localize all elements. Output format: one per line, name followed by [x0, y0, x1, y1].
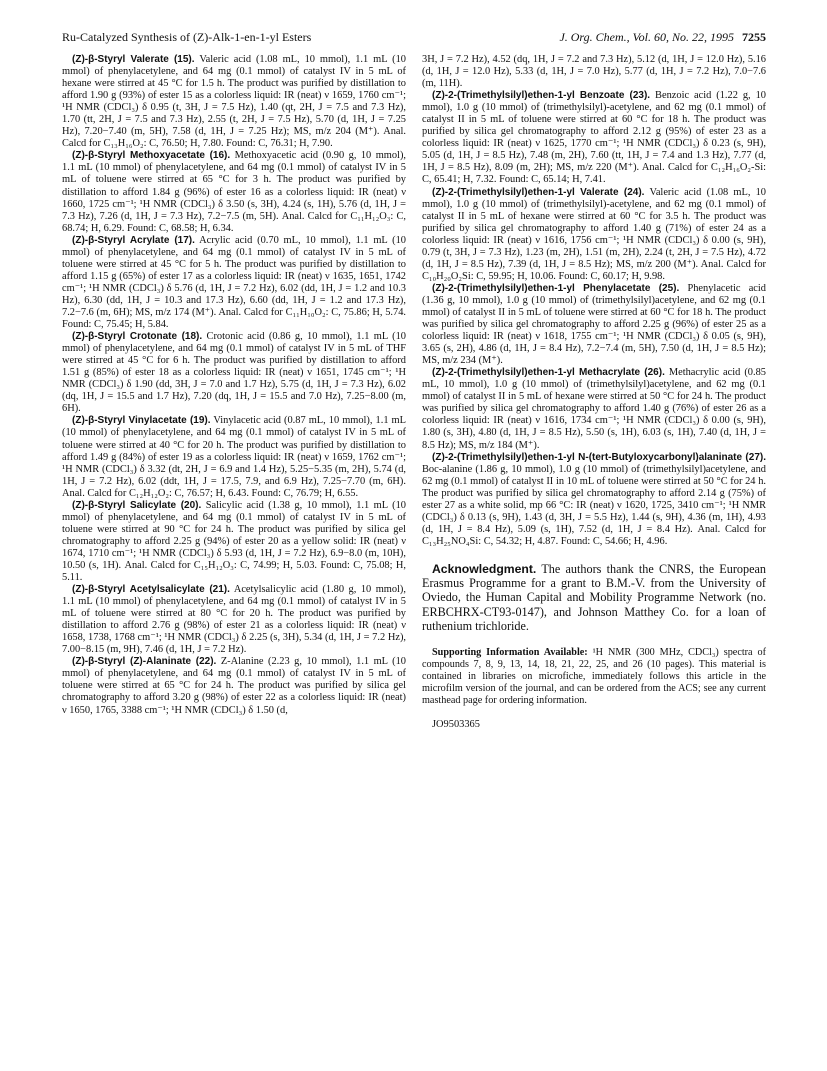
experimental-entry — [62, 235, 406, 331]
compound-title: (Z)-2-(Trimethylsilyl)ethen-1-yl Methacrylate (26). — [432, 367, 665, 379]
left-column — [62, 54, 406, 717]
compound-title: (Z)-2-(Trimethylsilyl)ethen-1-yl Valerate (24). — [432, 186, 645, 198]
compound-title: (Z)-β-Styryl Valerate (15). — [72, 54, 195, 65]
entry-text: Phenylacetic acid (1.36 g, 10 mmol), 1.0 g (10 mmol) of (trimethylsilyl)acetylene, and 62 mg (0.1 mmol) of catalyst II in 5 mL of toluene were stirred at 60 °C for 18 h. The product was purified by silica gel chromatography to afford 2.25 g (96%) of ester 25 as a colorless liquid: IR (neat) ν 1618, 1755 cm⁻¹; ¹H NMR (CDCl₃) δ 0.05 (s, 9H), 3.65 (s, 2H), 4.86 (d, 1H, J = 8.4 Hz), 7.2−7.4 (m, 5H), 7.50 (d, 1H, J = 8.5 Hz); MS, m/z 234 (M⁺). — [422, 282, 766, 367]
experimental-entry — [62, 500, 406, 584]
running-header — [62, 30, 766, 46]
experimental-entry — [62, 656, 406, 716]
supporting-information-title: Supporting Information Available: — [432, 646, 588, 658]
entry-text: Acetylsalicylic acid (1.80 g, 10 mmol), 1.1 mL (10 mmol) of phenylacetylene, and 64 mg (0.1 mmol) of catalyst IV in 5 mL of toluene were stirred at 80 °C for 20 h. The product was purified by distillation to afford 2.76 g (98%) of ester 21 as a colorless liquid: IR (neat) ν 1658, 1738, 1768 cm⁻¹; ¹H NMR (CDCl₃) δ 2.25 (s, 3H), 5.34 (d, 1H, J = 7.2 Hz), 7.00−8.15 (m, 9H), 7.46 (d, 1H, J = 7.2 Hz). — [62, 584, 406, 656]
compound-title: (Z)-β-Styryl Vinylacetate (19). — [72, 415, 211, 427]
entry-text: Methacrylic acid (0.85 mL, 10 mmol), 1.0 g (10 mmol) of (trimethylsilyl)acetylene, and 62 mg (0.1 mmol) of catalyst II in 5 mL of hexane were stirred at 50 °C for 24 h. The product was purified by silica gel chromatography to afford 1.40 g (76%) of ester 26 as a colorless liquid: IR (neat) ν 1616, 1734 cm⁻¹; ¹H NMR (CDCl₃) δ 0.00 (s, 9H), 1.80 (s, 3H), 4.80 (d, 1H, J = 8.5 Hz), 5.50 (s, 1H), 6.03 (s, 1H), 7.40 (d, 1H, J = 8.5 Hz); MS, m/z 184 (M⁺). — [422, 367, 766, 451]
experimental-entry — [62, 150, 406, 234]
compound-title: (Z)-2-(Trimethylsilyl)ethen-1-yl N-(tert-Butyloxycarbonyl)alaninate (27). — [432, 451, 766, 463]
compound-title: (Z)-β-Styryl Acetylsalicylate (21). — [72, 584, 230, 596]
compound-title: (Z)-β-Styryl Salicylate (20). — [72, 499, 202, 511]
entry-text: 3H, J = 7.2 Hz), 4.52 (dq, 1H, J = 7.2 and 7.3 Hz), 5.12 (d, 1H, J = 12.0 Hz), 5.16 (d, 1H, J = 12.0 Hz), 5.33 (d, 1H, J = 7.0 Hz), 5.77 (d, 1H, J = 7.2 Hz), 7.0−7.6 (m, 11H). — [422, 54, 766, 90]
experimental-entry — [422, 54, 766, 90]
experimental-entry — [62, 415, 406, 499]
supporting-information — [422, 647, 766, 707]
experimental-entry — [62, 331, 406, 415]
entry-text: Boc-alanine (1.86 g, 10 mmol), 1.0 g (10 mmol) of (trimethylsilyl)acetylene, and 62 mg (0.1 mmol) of catalyst II in 10 mL of toluene were stirred at 50 °C for 24 h. The product was purified by silica gel chromatography to afford 2.14 g (75%) of ester 27 as a white solid, mp 66 °C: IR (neat) ν 1620, 1725, 3410 cm⁻¹; ¹H NMR (CDCl₃) δ 0.13 (s, 9H), 1.43 (d, 3H, J = 5.5 Hz), 1.44 (s, 9H), 4.36 (m, 1H), 4.93 (d, 1H, J = 8.4 Hz), 5.09 (s, 1H), 7.52 (d, 1H, J = 8.4 Hz). Anal. Calcd for C₁₃H₂₅NO₄Si: C, 54.32; H, 4.87. Found: C, 54.66; H, 4.96. — [422, 463, 766, 547]
acknowledgment-text: The authors thank the CNRS, the European Erasmus Programme for a grant to B.M.-V. from the University of Oviedo, the Human Capital and Mobility Programme Network (no. ERBCHRX-CT93-0147), and Johnson Matthey Co. for a loan of ruthenium trichloride. — [422, 561, 766, 633]
manuscript-code: JO9503365 — [432, 719, 480, 731]
entry-text: Acrylic acid (0.70 mL, 10 mmol), 1.1 mL (10 mmol) of phenylacetylene, and 64 mg (0.1 mmol) of catalyst IV in 5 mL of toluene were stirred at 45 °C for 5 h. The product was purified by distillation to afford 1.15 g (65%) of ester 17 as a colorless liquid: IR (neat) ν 1635, 1651, 1742 cm⁻¹; ¹H NMR (CDCl₃) δ 5.76 (d, 1H, J = 7.2 Hz), 6.02 (dd, 1H, J = 1.2 and 10.3 Hz), 6.30 (dd, 1H, J = 10.3 and 17.3 Hz), 6.60 (dd, 1H, J = 1.2 and 17.3 Hz), 7.2−7.6 (m, 6H); MS, m/z 174 (M⁺). Anal. Calcd for C₁₁H₁₀O₂: C, 75.86; H, 5.74. Found: C, 75.45; H, 5.84. — [62, 234, 407, 331]
journal-name: J. Org. Chem., Vol. 60, No. 22, 1995 — [559, 30, 734, 44]
page-number: 7255 — [742, 30, 766, 44]
experimental-entry — [422, 187, 766, 283]
compound-title: (Z)-2-(Trimethylsilyl)ethen-1-yl Phenylacetate (25). — [432, 282, 680, 294]
right-column-entries — [422, 54, 766, 548]
experimental-entry — [422, 367, 766, 451]
entry-text: Z-Alanine (2.23 g, 10 mmol), 1.1 mL (10 mmol) of phenylacetylene, and 64 mg (0.1 mmol) of catalyst IV in 5 mL of toluene were stirred at 65 °C for 24 h. The product was purified by silica gel chromatography to afford 3.20 g (98%) of ester 22 as a colorless liquid: IR (neat) ν 1650, 1765, 3388 cm⁻¹; ¹H NMR (CDCl₃) δ 1.50 (d, — [62, 656, 406, 716]
compound-title: (Z)-β-Styryl (Z)-Alaninate (22). — [72, 656, 217, 668]
right-column — [422, 54, 766, 742]
entry-text: Salicylic acid (1.38 g, 10 mmol), 1.1 mL (10 mmol) of phenylacetylene, and 64 mg (0.1 mmol) of catalyst IV in 5 mL of toluene were stirred at 90 °C for 24 h. The product was purified by silica gel chromatography to afford 2.25 g (94%) of ester 20 as a yellow solid: IR (neat) ν 1674, 1710 cm⁻¹; ¹H NMR (CDCl₃) δ 5.93 (d, 1H, J = 7.2 Hz), 6.9−8.0 (m, 10H), 10.50 (s, 1H). Anal. Calcd for C₁₅H₁₂O₃: C, 74.99; H, 5.03. Found: C, 75.08; H, 5.11. — [62, 499, 406, 584]
entry-text: Methoxyacetic acid (0.90 g, 10 mmol), 1.1 mL (10 mmol) of phenylacetylene, and 64 mg (0.1 mmol) of catalyst IV in 5 mL of toluene were stirred at 65 °C for 3 h. The product was purified by distillation to afford 1.84 g (96%) of ester 16 as a colorless liquid: IR (neat) ν 1660, 1725 cm⁻¹; ¹H NMR (CDCl₃) δ 3.50 (s, 3H), 4.24 (s, 1H), 5.76 (d, 1H, J = 7.3 Hz), 7.26 (d, 1H, J = 7.3 Hz), 7.2−7.5 (m, 5H). Anal. Calcd for C₁₁H₁₂O₃: C, 68.74; H, 6.29. Found: C, 68.58; H, 6.34. — [62, 150, 406, 234]
acknowledgment-title: Acknowledgment. — [432, 561, 537, 576]
experimental-entry — [422, 452, 766, 548]
entry-text: Vinylacetic acid (0.87 mL, 10 mmol), 1.1 mL (10 mmol) of phenylacetylene, and 64 mg (0.1 mmol) of catalyst IV in 5 mL of toluene were stirred at 40 °C for 20 h. The product was purified by distillation to afford 1.49 g (84%) of ester 19 as a colorless liquid: IR (neat) ν 1659, 1762 cm⁻¹; ¹H NMR (CDCl₃) δ 3.32 (dt, 2H, J = 6.9 and 1.4 Hz), 5.25−5.35 (m, 2H), 5.74 (d, 1H, J = 7.2 Hz), 6.02 (ddt, 1H, J = 17.5, 7.9, and 6.9 Hz), 7.25−7.70 (m, 6H). Anal. Calcd for C₁₂H₁₂O₂: C, 76.57; H, 6.43. Found: C, 76.79; H, 6.55. — [62, 415, 406, 499]
entry-text: Valeric acid (1.08 mL, 10 mmol), 1.0 g (10 mmol) of (trimethylsilyl)-acetylene, and 62 mg (0.1 mmol) of catalyst II in 5 mL of hexane were stirred at 60 °C for 3.5 h. The product was purified by silica gel chromatography to afford 1.40 g (71%) of ester 24 as a colorless liquid: IR (neat) ν 1616, 1756 cm⁻¹; ¹H NMR (CDCl₃) δ 0.00 (s, 9H), 0.79 (t, 3H, J = 7.3 Hz), 1.23 (m, 2H), 1.51 (m, 2H), 2.24 (t, 2H, J = 7.5 Hz), 4.72 (d, 1H, J = 8.5 Hz), 7.39 (d, 1H, J = 8.5 Hz); MS, m/z 200 (M⁺). Anal. Calcd for C₁₀H₂₀O₂Si: C, 59.95; H, 10.06. Found: C, 60.17; H, 9.98. — [422, 186, 767, 282]
compound-title: (Z)-β-Styryl Methoxyacetate (16). — [72, 150, 231, 162]
experimental-entry — [62, 584, 406, 656]
entry-text: Valeric acid (1.08 mL, 10 mmol), 1.1 mL (10 mmol) of phenylacetylene, and 64 mg (0.1 mmol) of catalyst IV in 5 mL of hexane were stirred at 45 °C for 1.5 h. The product was purified by distillation to afford 1.90 g (93%) of ester 15 as a colorless liquid: IR (neat) ν 1659, 1760 cm⁻¹; ¹H NMR (CDCl₃) δ 0.95 (t, 3H, J = 7.5 Hz), 1.40 (qt, 2H, J = 7.5 and 7.3 Hz), 1.70 (tt, 2H, J = 7.5 and 7.3 Hz), 2.55 (t, 2H, J = 7.5 Hz), 5.70 (d, 1H, J = 7.25 Hz), 7.20−7.40 (m, 5H), 7.58 (d, 1H, J = 7.25 Hz); MS, m/z 204 (M⁺). Anal. Calcd for C₁₃H₁₆O₂: C, 76.50; H, 7.80. Found: C, 76.31; H, 7.90. — [62, 54, 406, 150]
experimental-entry — [422, 283, 766, 367]
supporting-information-text: ¹H NMR (300 MHz, CDCl₃) spectra of compounds 7, 8, 9, 13, 14, 18, 21, 22, 25, and 26 (10 pages). This material is contained in libraries on microfiche, immediately follows this article in the microfilm version of the journal, and can be ordered from the ACS; see any current masthead page for ordering information. — [422, 646, 766, 707]
journal-citation — [559, 30, 766, 45]
compound-title: (Z)-β-Styryl Crotonate (18). — [72, 331, 203, 343]
compound-title: (Z)-β-Styryl Acrylate (17). — [72, 234, 195, 246]
experimental-entry — [422, 90, 766, 186]
running-title: Ru-Catalyzed Synthesis of (Z)-Alk-1-en-1-yl Esters — [62, 30, 312, 44]
entry-text: Benzoic acid (1.22 g, 10 mmol), 1.0 g (10 mmol) of (trimethylsilyl)-acetylene, and 62 mg (0.1 mmol) of catalyst II in 5 mL of toluene were stirred at 60 °C for 18 h. The product was purified by silica gel chromatography to afford 2.12 g (95%) of ester 23 as a colorless liquid: IR (neat) ν 1625, 1770 cm⁻¹; ¹H NMR (CDCl₃) δ 0.23 (s, 9H), 5.05 (d, 1H, J = 8.5 Hz), 7.48 (m, 2H), 7.60 (tt, 1H, J = 7.4 and 1.3 Hz), 7.77 (d, 1H, J = 8.5 Hz), 8.09 (m, 2H); MS, m/z 220 (M⁺). Anal. Calcd for C₁₂H₁₆O₂-Si: C, 65.41; H, 7.32. Found: C, 65.14; H, 7.41. — [422, 90, 766, 186]
entry-text: Crotonic acid (0.86 g, 10 mmol), 1.1 mL (10 mmol) of phenylacetylene, and 64 mg (0.1 mmol) of catalyst IV in 5 mL of THF were stirred at 45 °C for 6 h. The product was purified by distillation to afford 1.51 g (85%) of ester 18 as a colorless liquid: IR (neat) ν 1651, 1745 cm⁻¹; ¹H NMR (CDCl₃) δ 1.90 (dd, 3H, J = 7.0 and 1.7 Hz), 5.75 (d, 1H, J = 7.3 Hz), 6.02 (dq, 1H, J = 15.5 and 1.7 Hz), 7.20 (dq, 1H, J = 15.5 and 7.0 Hz), 7.25−8.00 (m, 6H). — [62, 331, 406, 415]
experimental-entry — [62, 54, 406, 150]
compound-title: (Z)-2-(Trimethylsilyl)ethen-1-yl Benzoate (23). — [432, 90, 651, 102]
acknowledgment — [422, 562, 766, 633]
